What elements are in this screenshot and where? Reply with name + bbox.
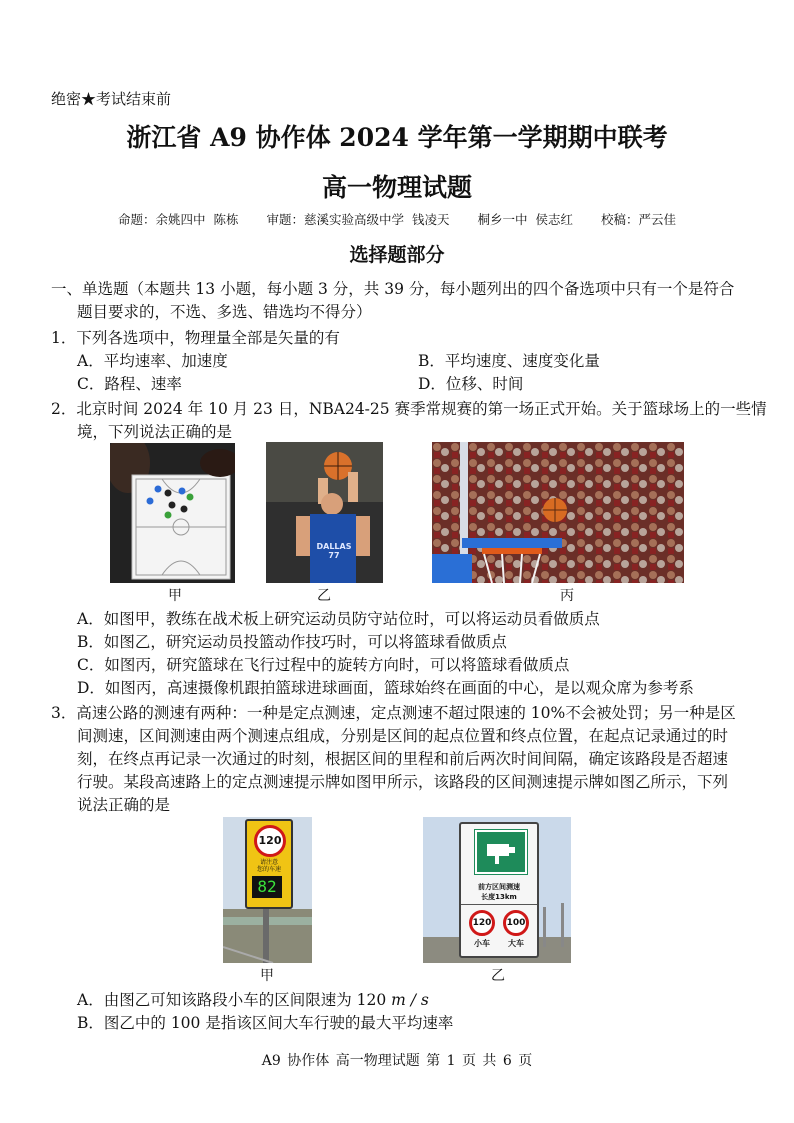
player-shooting-illustration <box>266 442 383 583</box>
q3-stem-line2: 间测速，区间测速由两个测速点组成，分别是区间的起点位置和终点位置，在起点记录通过的时 <box>77 727 729 745</box>
q2-option-d: D．如图丙，高速摄像机跟拍篮球进球画面，篮球始终在画面的中心，是以观众席为参考系 <box>77 679 694 697</box>
q1-option-d: D．位移、时间 <box>418 375 524 393</box>
caption-yi: 乙 <box>317 588 331 604</box>
jersey-text: DALLAS 77 <box>316 542 352 560</box>
caption-q3-jia: 甲 <box>260 968 274 984</box>
credit-author: 命题：余姚四中 陈栋 <box>118 212 239 227</box>
speed-display: 82 <box>252 876 282 898</box>
q3-option-b: B．图乙中的 100 是指该区间大车行驶的最大平均速率 <box>77 1014 454 1032</box>
credit-reviewer: 审题：慈溪实验高级中学 钱凌天 <box>266 212 450 227</box>
interval-text-1: 前方区间测速 <box>478 883 520 891</box>
sign-notice-text: 请注意 <box>259 859 278 866</box>
exam-subtitle: 高一物理试题 <box>321 173 472 202</box>
q1-option-c: C．路程、速率 <box>77 375 182 393</box>
player-shooting-photo <box>266 442 383 583</box>
q1-option-b: B．平均速度、速度变化量 <box>418 352 600 370</box>
section-title: 选择题部分 <box>349 244 445 266</box>
speed-limit-120-icon: 120 <box>254 825 286 857</box>
exam-title: 浙江省 A9 协作体 2024 学年第一学期期中联考 <box>126 123 668 152</box>
interval-text-2: 长度13km <box>481 893 517 901</box>
fixed-speed-sign-photo <box>223 817 312 963</box>
q2-option-b: B．如图乙，研究运动员投篮动作技巧时，可以将篮球看做质点 <box>77 633 507 651</box>
interval-speed-sign-photo <box>423 817 571 963</box>
q2-option-c: C．如图丙，研究篮球在飞行过程中的旋转方向时，可以将篮球看做质点 <box>77 656 570 674</box>
sign-speed-text: 您的车速 <box>256 866 281 873</box>
tactics-board-photo <box>110 443 235 583</box>
tactics-board-illustration <box>110 443 235 583</box>
credit-proofreader: 校稿：严云佳 <box>600 212 676 227</box>
credit-reviewer-2: 桐乡一中 侯志红 <box>477 212 573 227</box>
q1-stem: 1．下列各选项中，物理量全部是矢量的有 <box>51 329 340 347</box>
credits-line <box>0 210 794 228</box>
q2-option-a: A．如图甲，教练在战术板上研究运动员防守站位时，可以将运动员看做质点 <box>77 610 600 628</box>
truck-limit-icon: 100 <box>503 910 529 936</box>
q3-stem-line4: 行驶。某段高速路上的定点测速提示牌如图甲所示，该路段的区间测速提示牌如图乙所示，下列 <box>77 773 729 791</box>
q3-option-a: A．由图乙可知该路段小车的区间限速为 120 m / s <box>77 991 429 1009</box>
crowd-hoop-illustration <box>432 442 684 583</box>
caption-q3-yi: 乙 <box>491 968 505 984</box>
q2-stem-line1: 2．北京时间 2024 年 10 月 23 日，NBA24-25 赛季常规赛的第一场正式开始。关于篮球场上的一些情 <box>51 400 767 418</box>
camera-icon <box>475 830 527 874</box>
q3-stem-line1: 3．高速公路的测速有两种：一种是定点测速，定点测速不超过限速的 10%不会被处罚；另一种是区 <box>51 704 736 722</box>
q3-stem-line3: 刻，在终点再记录一次通过的时刻，根据区间的里程和前后两次时间间隔，确定该路段是否超速 <box>77 750 729 768</box>
ball-in-flight-photo <box>432 442 684 583</box>
sign-divider <box>461 904 537 905</box>
q1-option-a: A．平均速率、加速度 <box>77 352 228 370</box>
q2-stem-line2: 境，下列说法正确的是 <box>77 423 233 441</box>
truck-label: 大车 <box>508 939 524 948</box>
q3-stem-line5: 说法正确的是 <box>77 796 171 814</box>
camera-glyph <box>477 832 525 872</box>
part-instructions-line1: 一、单选题（本题共 13 小题，每小题 3 分，共 39 分，每小题列出的四个备选项中只有一个是符合 <box>51 280 735 298</box>
car-label: 小车 <box>474 939 490 948</box>
interval-sign-board <box>459 822 539 958</box>
confidential-mark: 绝密★考试结束前 <box>51 90 172 108</box>
part-instructions-line2: 题目要求的，不选、多选、错选均不得分） <box>77 303 372 321</box>
caption-bing: 丙 <box>560 588 574 604</box>
car-limit-icon: 120 <box>469 910 495 936</box>
speed-sign-board <box>245 819 293 909</box>
caption-jia: 甲 <box>168 588 182 604</box>
page-footer: A9 协作体 高一物理试题 第 1 页 共 6 页 <box>261 1053 533 1069</box>
unit-ms: m / s <box>391 991 429 1009</box>
